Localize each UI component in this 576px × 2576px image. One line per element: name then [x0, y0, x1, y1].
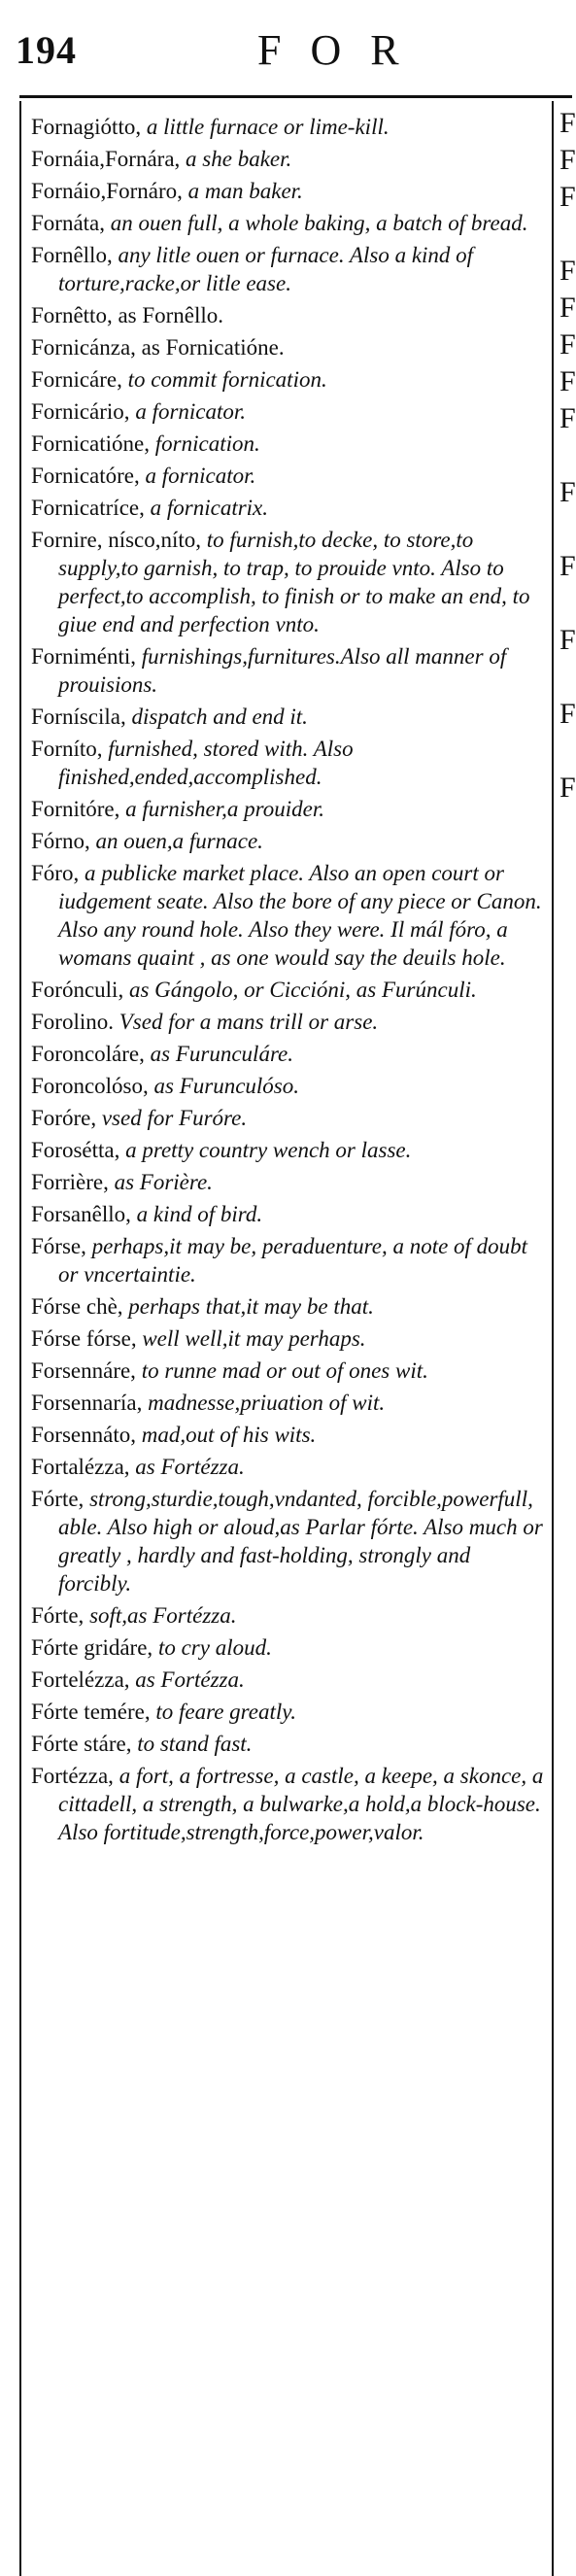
definition: soft,as Fortézza. [89, 1603, 237, 1628]
fragment-letter [559, 585, 572, 622]
headword: Fortalézza, [31, 1455, 130, 1479]
headword: Forsanêllo, [31, 1202, 131, 1226]
fragment-letter: F [559, 365, 576, 397]
dictionary-entry [31, 397, 546, 426]
next-column-fragment [559, 105, 576, 979]
headword: Foroncoláre, [31, 1042, 145, 1066]
dictionary-entry [31, 462, 546, 490]
definition: an ouen full, a whole baking, a batch of bread. [110, 211, 528, 235]
dictionary-entry [31, 1324, 546, 1353]
headword: Fóro, [31, 861, 80, 885]
dictionary-entry [31, 1200, 546, 1228]
headword: Fornicatríce, [31, 496, 145, 520]
dictionary-entry [31, 1730, 546, 1758]
headword: Fórte, [31, 1487, 85, 1511]
definition: a little furnace or lime-kill. [146, 115, 390, 139]
headword: Forosétta, [31, 1138, 120, 1162]
definition: a fornicator. [135, 399, 247, 424]
dictionary-entry [31, 1698, 546, 1726]
dictionary-entry [31, 241, 546, 297]
dictionary-entry [31, 1008, 546, 1036]
definition: a furnisher,a prouider. [125, 797, 324, 821]
definition: as Fortézza. [135, 1667, 245, 1692]
dictionary-entry [31, 1292, 546, 1321]
definition: to furnish,to decke, to store,to supply,to garnish, to trap, to prouide vnto. Also to perfect,to accomplish, to finish or to make an end, to giue end and perfection vnto. [58, 528, 530, 636]
headword: Forónculi, [31, 978, 124, 1002]
headword: Fornáia,Fornára, [31, 147, 181, 171]
headword: Forsennaría, [31, 1391, 143, 1415]
fragment-letter: F [559, 550, 576, 582]
fragment-letter: F [559, 402, 576, 434]
definition: to runne mad or out of ones wit. [141, 1358, 428, 1383]
definition: dispatch and end it. [131, 704, 308, 729]
headword: Forolino. [31, 1010, 114, 1034]
definition: a pretty country wench or lasse. [125, 1138, 412, 1162]
definition: perhaps,it may be, peraduenture, a note of doubt or vncertaintie. [58, 1234, 528, 1287]
headword: Fornitóre, [31, 797, 120, 821]
fragment-letter: F [559, 255, 576, 287]
headword: Fórte temére, [31, 1700, 151, 1724]
page-number: 194 [16, 28, 77, 72]
definition: Vsed for a mans trill or arse. [119, 1010, 379, 1034]
headword: Fornicatóre, [31, 464, 140, 488]
dictionary-entry [31, 1136, 546, 1164]
headword: Fornicáre, [31, 367, 122, 392]
dictionary-entry [31, 1633, 546, 1662]
headword: Foroncolóso, [31, 1074, 149, 1098]
headword: Fórte, [31, 1603, 85, 1628]
dictionary-entry [31, 827, 546, 855]
dictionary-entry [31, 209, 546, 237]
dictionary-entry [31, 1168, 546, 1196]
dictionary-entry [31, 145, 546, 173]
fragment-letter [559, 511, 572, 548]
definition: furnished, stored with. Also finished,ended,accomplished. [58, 737, 354, 789]
definition: a fornicatrix. [150, 496, 269, 520]
definition: as Furunculáre. [150, 1042, 293, 1066]
headword: Fornicário, [31, 399, 130, 424]
headword: Fórno, [31, 829, 90, 853]
running-title: FOR [257, 26, 428, 74]
fragment-letter: F [559, 144, 576, 176]
dictionary-entry [31, 301, 546, 329]
definition: fornication. [154, 431, 260, 456]
headword: Forníscila, [31, 704, 126, 729]
fragment-letter: F [559, 698, 576, 730]
dictionary-entries [31, 113, 546, 1850]
fragment-letter [559, 659, 572, 696]
dictionary-entry [31, 1666, 546, 1694]
definition: a fort, a fortresse, a castle, a keepe, a skonce, a cittadell, a strength, a bulwarke,a hold,a block-house. Also fortitude,strength,force,power,valor. [58, 1764, 544, 1844]
fragment-letter: F [559, 328, 576, 361]
dictionary-entry [31, 365, 546, 394]
definition: an ouen,a furnace. [95, 829, 263, 853]
definition: a fornicator. [145, 464, 256, 488]
fragment-letter: F [559, 772, 576, 804]
fragment-letter: F [559, 107, 576, 139]
dictionary-entry [31, 976, 546, 1004]
headword: Fórte stáre, [31, 1732, 132, 1756]
headword: Forsennáto, [31, 1423, 136, 1447]
definition: as Furunculóso. [153, 1074, 299, 1098]
dictionary-entry [31, 859, 546, 972]
dictionary-entry [31, 1601, 546, 1630]
dictionary-entry [31, 1040, 546, 1068]
definition: a man baker. [187, 179, 303, 203]
dictionary-entry [31, 1453, 546, 1481]
dictionary-entry [31, 1762, 546, 1846]
dictionary-entry [31, 1357, 546, 1385]
fragment-letter: F [559, 476, 576, 508]
dictionary-entry [31, 494, 546, 522]
dictionary-entry [31, 703, 546, 731]
dictionary-entry [31, 177, 546, 205]
dictionary-entry [31, 1389, 546, 1417]
definition: strong,sturdie,tough,vndanted, forcible,powerfull, able. Also high or aloud,as Parlar fórte. Also much or greatly , hardly and fast-holding, strongly and forcibly. [58, 1487, 543, 1596]
definition: vsed for Furóre. [101, 1106, 248, 1130]
headword: Foróre, [31, 1106, 97, 1130]
definition: a she baker. [186, 147, 292, 171]
definition: to commit fornication. [127, 367, 327, 392]
definition: as Fortézza. [135, 1455, 245, 1479]
dictionary-entry [31, 795, 546, 823]
headword: Fornáta, [31, 211, 106, 235]
headword: Fórse fórse, [31, 1326, 137, 1351]
definition: to stand fast. [137, 1732, 253, 1756]
fragment-letter [559, 437, 572, 474]
definition: mad,out of his wits. [141, 1423, 317, 1447]
fragment-letter [559, 733, 572, 770]
headword: Fornire, nísco,níto, [31, 528, 202, 552]
definition: to feare greatly. [155, 1700, 296, 1724]
definition: as Gángolo, or Ciccióni, as Furúnculi. [128, 978, 477, 1002]
definition: any litle ouen or furnace. Also a kind of torture,racke,or litle ease. [58, 243, 474, 295]
headword: Fornêtto, as Fornêllo. [31, 303, 224, 327]
headword: Fórte gridáre, [31, 1635, 153, 1660]
headword: Fornáio,Fornáro, [31, 179, 183, 203]
headword: Forsennáre, [31, 1358, 136, 1383]
headword: Fornêllo, [31, 243, 113, 267]
dictionary-entry [31, 333, 546, 361]
headword: Forníto, [31, 737, 103, 761]
dictionary-entry [31, 429, 546, 458]
page-header [0, 0, 572, 73]
dictionary-entry [31, 1421, 546, 1449]
definition: as Forière. [114, 1170, 213, 1194]
definition: well well,it may perhaps. [142, 1326, 366, 1351]
dictionary-entry [31, 1104, 546, 1132]
dictionary-entry [31, 113, 546, 141]
dictionary-entry [31, 642, 546, 699]
definition: to cry aloud. [157, 1635, 272, 1660]
fragment-letter: F [559, 624, 576, 656]
fragment-letter [559, 216, 572, 253]
headword: Fortelézza, [31, 1667, 130, 1692]
headword: Forrière, [31, 1170, 109, 1194]
fragment-letter: F [559, 181, 576, 213]
headword: Fornicatióne, [31, 431, 150, 456]
headword: Fornicánza, as Fornicatióne. [31, 335, 285, 360]
dictionary-entry [31, 1232, 546, 1288]
dictionary-entry [31, 526, 546, 638]
dictionary-entry [31, 1072, 546, 1100]
fragment-letter: F [559, 292, 576, 324]
definition: perhaps that,it may be that. [128, 1294, 374, 1319]
dictionary-entry [31, 735, 546, 791]
dictionary-entry [31, 1485, 546, 1597]
headword: Fortézza, [31, 1764, 114, 1788]
headword: Forniménti, [31, 644, 136, 669]
headword: Fórse chè, [31, 1294, 123, 1319]
headword: Fornagiótto, [31, 115, 142, 139]
definition: a kind of bird. [136, 1202, 263, 1226]
definition: a publicke market place. Also an open court or iudgement seate. Also the bore of any piece or Canon. Also any round hole. Also they were. Il mál fóro, a womans quaint , as one would say the deuils hole. [58, 861, 542, 970]
header-rule [19, 95, 572, 98]
headword: Fórse, [31, 1234, 86, 1258]
definition: furnishings,furnitures.Also all manner of prouisions. [58, 644, 507, 697]
definition: madnesse,priuation of wit. [148, 1391, 386, 1415]
